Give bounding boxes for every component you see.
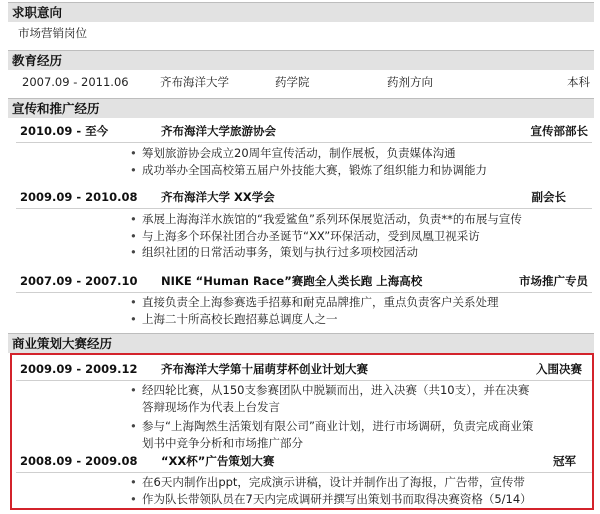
competition-entry-header <box>16 452 592 470</box>
divider <box>16 208 592 209</box>
divider <box>16 292 592 293</box>
education-degree: 本科 <box>567 75 590 89</box>
list-item <box>128 418 533 451</box>
divider <box>16 142 592 143</box>
divider <box>16 472 592 473</box>
entry-role: 市场推广专员 <box>519 274 588 288</box>
education-school: 齐布海洋大学 <box>160 75 229 89</box>
bullet-line: 参与“上海陶然生活策划有限公司”商业计划，进行市场调研，负责完成商业策 <box>142 419 534 433</box>
promotion-entry-header <box>16 272 592 290</box>
section-job-objective-title: 求职意向 <box>8 2 594 22</box>
bullet-line: 经四轮比赛，从150支参赛团队中脱颖而出，进入决赛（共10支），并在决赛 <box>142 383 530 397</box>
job-objective-value: 市场营销岗位 <box>18 26 87 40</box>
section-education-title: 教育经历 <box>8 50 594 70</box>
entry-bullet-list <box>128 382 533 451</box>
entry-period: 2010.09 - 至今 <box>20 124 109 138</box>
list-item: • 直接负责全上海参赛选手招募和耐克品牌推广，重点负责客户关系处理 <box>128 294 499 311</box>
bullet-line: 答辩现场作为代表上台发言 <box>142 399 280 414</box>
list-item: • 作为队长带领队员在7天内完成调研并撰写出策划书而取得决赛资格（5/14） <box>128 491 532 508</box>
entry-bullet-list <box>128 474 532 507</box>
promotion-entry-header <box>16 188 592 206</box>
education-period: 2007.09 - 2011.06 <box>22 75 129 89</box>
entry-organization: “XX杯”广告策划大赛 <box>161 454 275 468</box>
list-item <box>128 382 533 415</box>
education-college: 药学院 <box>275 75 310 89</box>
section-competition-title: 商业策划大赛经历 <box>8 333 594 353</box>
list-item: • 成功举办全国高校第五届户外技能大赛，锻炼了组织能力和协调能力 <box>128 162 487 179</box>
list-item: • 上海二十所高校长跑招募总调度人之一 <box>128 311 499 328</box>
entry-period: 2008.09 - 2009.08 <box>20 454 138 468</box>
bullet-line: 划书中竞争分析和市场推广部分 <box>142 435 303 450</box>
entry-period: 2007.09 - 2007.10 <box>20 274 138 288</box>
entry-role: 宣传部部长 <box>530 124 588 138</box>
entry-bullet-list <box>128 294 499 327</box>
entry-bullet-list <box>128 145 487 178</box>
entry-organization: 齐布海洋大学 XX学会 <box>161 190 275 204</box>
entry-period: 2009.09 - 2009.12 <box>20 362 138 376</box>
divider <box>16 380 592 381</box>
list-item: • 与上海多个环保社团合办圣诞节“XX”环保活动，受到凤凰卫视采访 <box>128 228 522 245</box>
entry-organization: 齐布海洋大学旅游协会 <box>161 124 276 138</box>
competition-entry-header <box>16 360 592 378</box>
list-item: • 筹划旅游协会成立20周年宣传活动，制作展板，负责媒体沟通 <box>128 145 487 162</box>
entry-role: 副会长 <box>531 190 566 204</box>
section-promotion-title: 宣传和推广经历 <box>8 98 594 118</box>
list-item: • 承展上海海洋水族馆的“我爱鲨鱼”系列环保展览活动，负责**的布展与宣传 <box>128 211 522 228</box>
entry-organization: NIKE “Human Race”赛跑全人类长跑 上海高校 <box>161 274 423 288</box>
entry-organization: 齐布海洋大学第十届萌芽杯创业计划大赛 <box>161 362 368 376</box>
list-item: • 组织社团的日常活动事务，策划与执行过多项校园活动 <box>128 244 522 261</box>
entry-period: 2009.09 - 2010.08 <box>20 190 138 204</box>
promotion-entry-header <box>16 122 592 140</box>
entry-bullet-list <box>128 211 522 261</box>
list-item: • 在6天内制作出ppt，完成演示讲稿，设计并制作出了海报，广告带，宣传带 <box>128 474 532 491</box>
entry-role: 冠军 <box>553 454 576 468</box>
education-major: 药剂方向 <box>387 75 433 89</box>
entry-role: 入围决赛 <box>536 362 582 376</box>
